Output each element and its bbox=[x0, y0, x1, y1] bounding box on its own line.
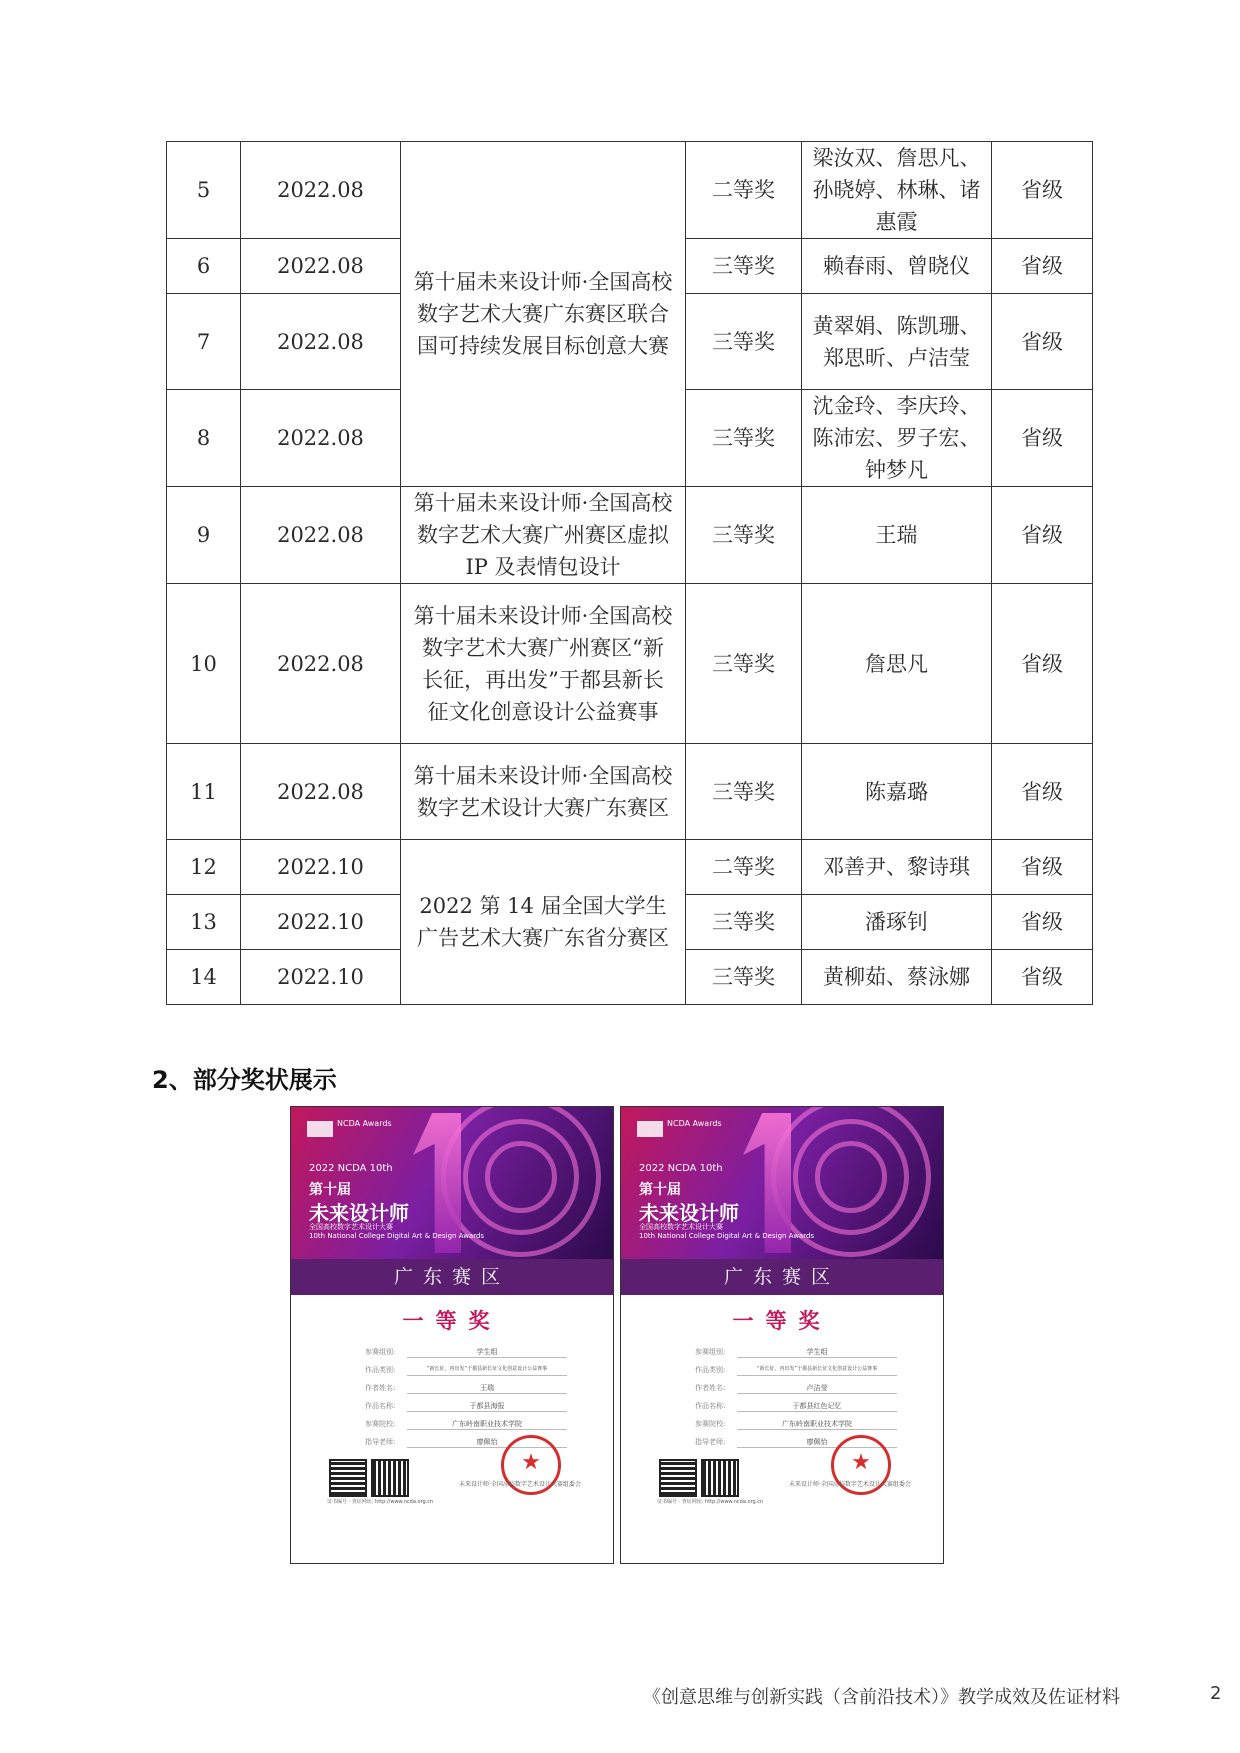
prize-level: 三等奖 bbox=[686, 294, 802, 390]
certificate-year: 2022 NCDA 10th bbox=[309, 1163, 393, 1174]
logo-text: NCDA Awards bbox=[667, 1119, 722, 1128]
winners: 黄柳茹、蔡泳娜 bbox=[802, 950, 992, 1005]
winners: 王瑞 bbox=[802, 487, 992, 584]
certificate-field: 参赛组别: 学生组 bbox=[365, 1347, 585, 1361]
award-scope: 省级 bbox=[992, 840, 1093, 895]
competition-name: 2022 第 14 届全国大学生广告艺术大赛广东省分赛区 bbox=[401, 840, 686, 1005]
certificate-edition: 第十届 bbox=[639, 1182, 681, 1198]
competition-name: 第十届未来设计师·全国高校数字艺术大赛广州赛区虚拟 IP 及表情包设计 bbox=[401, 487, 686, 584]
seal-caption: 未来设计师·全国高校数字艺术设计大赛组委会 bbox=[459, 1481, 581, 1488]
certificate-field: 参赛组别: 学生组 bbox=[695, 1347, 915, 1361]
certificate-region: 广东赛区 bbox=[621, 1259, 943, 1295]
certificate-image bbox=[290, 1106, 614, 1564]
winners: 詹思凡 bbox=[802, 584, 992, 744]
qr-code-icon bbox=[701, 1459, 739, 1497]
award-date: 2022.08 bbox=[241, 487, 401, 584]
row-number: 13 bbox=[167, 895, 241, 950]
table-row bbox=[167, 487, 1093, 584]
certificate-field: 作者姓名: 王瑞 bbox=[365, 1383, 585, 1397]
certificate-field: 作品名称: 于都县红色记忆 bbox=[695, 1401, 915, 1415]
winners: 赖春雨、曾晓仪 bbox=[802, 239, 992, 294]
prize-level: 三等奖 bbox=[686, 239, 802, 294]
award-table bbox=[166, 141, 1093, 1005]
prize-level: 三等奖 bbox=[686, 390, 802, 487]
award-date: 2022.10 bbox=[241, 840, 401, 895]
row-number: 5 bbox=[167, 142, 241, 239]
certificate-banner bbox=[621, 1107, 943, 1259]
official-seal-icon: ★ bbox=[501, 1435, 561, 1495]
row-number: 12 bbox=[167, 840, 241, 895]
certificate-field: 参赛院校: 广东岭南职业技术学院 bbox=[695, 1419, 915, 1433]
prize-level: 三等奖 bbox=[686, 584, 802, 744]
table-row bbox=[167, 142, 1093, 239]
row-number: 11 bbox=[167, 744, 241, 840]
award-date: 2022.08 bbox=[241, 584, 401, 744]
prize-level: 二等奖 bbox=[686, 142, 802, 239]
table-row bbox=[167, 744, 1093, 840]
qr-caption: 证书编号 · 查证网址: http://www.ncda.org.cn bbox=[327, 1499, 434, 1505]
qr-caption: 证书编号 · 查证网址: http://www.ncda.org.cn bbox=[657, 1499, 764, 1505]
winners: 邓善尹、黎诗琪 bbox=[802, 840, 992, 895]
certificate-field: 作品名称: 于都县海报 bbox=[365, 1401, 585, 1415]
award-scope: 省级 bbox=[992, 487, 1093, 584]
award-date: 2022.08 bbox=[241, 744, 401, 840]
certificate-field: 参赛院校: 广东岭南职业技术学院 bbox=[365, 1419, 585, 1433]
award-scope: 省级 bbox=[992, 294, 1093, 390]
ncda-logo-icon bbox=[637, 1121, 663, 1137]
winners: 潘琢钊 bbox=[802, 895, 992, 950]
seal-caption: 未来设计师·全国高校数字艺术设计大赛组委会 bbox=[789, 1481, 911, 1488]
winners: 陈嘉璐 bbox=[802, 744, 992, 840]
award-scope: 省级 bbox=[992, 239, 1093, 294]
certificate-contest-name: 未来设计师 bbox=[639, 1201, 739, 1225]
prize-level: 三等奖 bbox=[686, 895, 802, 950]
prize-level: 三等奖 bbox=[686, 950, 802, 1005]
award-scope: 省级 bbox=[992, 895, 1093, 950]
certificate-field: 指导老师: 廖佩怡 bbox=[365, 1437, 585, 1451]
table-row bbox=[167, 840, 1093, 895]
row-number: 10 bbox=[167, 584, 241, 744]
row-number: 9 bbox=[167, 487, 241, 584]
award-date: 2022.08 bbox=[241, 294, 401, 390]
prize-level: 三等奖 bbox=[686, 744, 802, 840]
certificate-edition: 第十届 bbox=[309, 1182, 351, 1198]
certificate-contest-name: 未来设计师 bbox=[309, 1201, 409, 1225]
certificate-field: 作品类别: “新长征，再出发”于都县新长征文化创意设计公益赛事 bbox=[365, 1365, 585, 1379]
award-date: 2022.08 bbox=[241, 142, 401, 239]
award-scope: 省级 bbox=[992, 584, 1093, 744]
award-scope: 省级 bbox=[992, 390, 1093, 487]
qr-code-icon bbox=[371, 1459, 409, 1497]
award-scope: 省级 bbox=[992, 142, 1093, 239]
certificate-subtitle: 全国高校数字艺术设计大赛 10th National College Digital Art & Design Awards bbox=[639, 1223, 815, 1240]
certificate-prize: 一等奖 bbox=[402, 1309, 502, 1333]
table-row bbox=[167, 584, 1093, 744]
prize-level: 二等奖 bbox=[686, 840, 802, 895]
row-number: 6 bbox=[167, 239, 241, 294]
competition-name: 第十届未来设计师·全国高校数字艺术设计大赛广东赛区 bbox=[401, 744, 686, 840]
row-number: 7 bbox=[167, 294, 241, 390]
qr-code-icon bbox=[659, 1459, 697, 1497]
certificate-subtitle: 全国高校数字艺术设计大赛 10th National College Digital Art & Design Awards bbox=[309, 1223, 485, 1240]
competition-name: 第十届未来设计师·全国高校数字艺术大赛广东赛区联合国可持续发展目标创意大赛 bbox=[401, 142, 686, 487]
row-number: 8 bbox=[167, 390, 241, 487]
footer-title: 《创意思维与创新实践（含前沿技术）》教学成效及佐证材料 bbox=[643, 1687, 1120, 1708]
certificate-banner bbox=[291, 1107, 613, 1259]
logo-text: NCDA Awards bbox=[337, 1119, 392, 1128]
certificate-region: 广东赛区 bbox=[291, 1259, 613, 1295]
award-date: 2022.08 bbox=[241, 239, 401, 294]
winners: 沈金玲、李庆玲、陈沛宏、罗子宏、钟梦凡 bbox=[802, 390, 992, 487]
award-date: 2022.10 bbox=[241, 895, 401, 950]
prize-level: 三等奖 bbox=[686, 487, 802, 584]
row-number: 14 bbox=[167, 950, 241, 1005]
competition-name: 第十届未来设计师·全国高校数字艺术大赛广州赛区“新长征，再出发”于都县新长征文化创意设计公益赛事 bbox=[401, 584, 686, 744]
winners: 梁汝双、詹思凡、孙晓婷、林琳、诸惠霞 bbox=[802, 142, 992, 239]
award-date: 2022.10 bbox=[241, 950, 401, 1005]
section-heading: 2、部分奖状展示 bbox=[152, 1066, 337, 1094]
official-seal-icon: ★ bbox=[831, 1435, 891, 1495]
certificate-prize: 一等奖 bbox=[732, 1309, 832, 1333]
award-scope: 省级 bbox=[992, 950, 1093, 1005]
ncda-logo-icon bbox=[307, 1121, 333, 1137]
certificate-year: 2022 NCDA 10th bbox=[639, 1163, 723, 1174]
qr-code-icon bbox=[329, 1459, 367, 1497]
certificate-image bbox=[620, 1106, 944, 1564]
certificate-field: 作者姓名: 卢洁莹 bbox=[695, 1383, 915, 1397]
award-date: 2022.08 bbox=[241, 390, 401, 487]
certificate-field: 作品类别: “新长征，再出发”于都县新长征文化创意设计公益赛事 bbox=[695, 1365, 915, 1379]
award-scope: 省级 bbox=[992, 744, 1093, 840]
page-number: 2 bbox=[1210, 1683, 1222, 1704]
certificate-field: 指导老师: 廖佩怡 bbox=[695, 1437, 915, 1451]
winners: 黄翠娟、陈凯珊、郑思昕、卢洁莹 bbox=[802, 294, 992, 390]
